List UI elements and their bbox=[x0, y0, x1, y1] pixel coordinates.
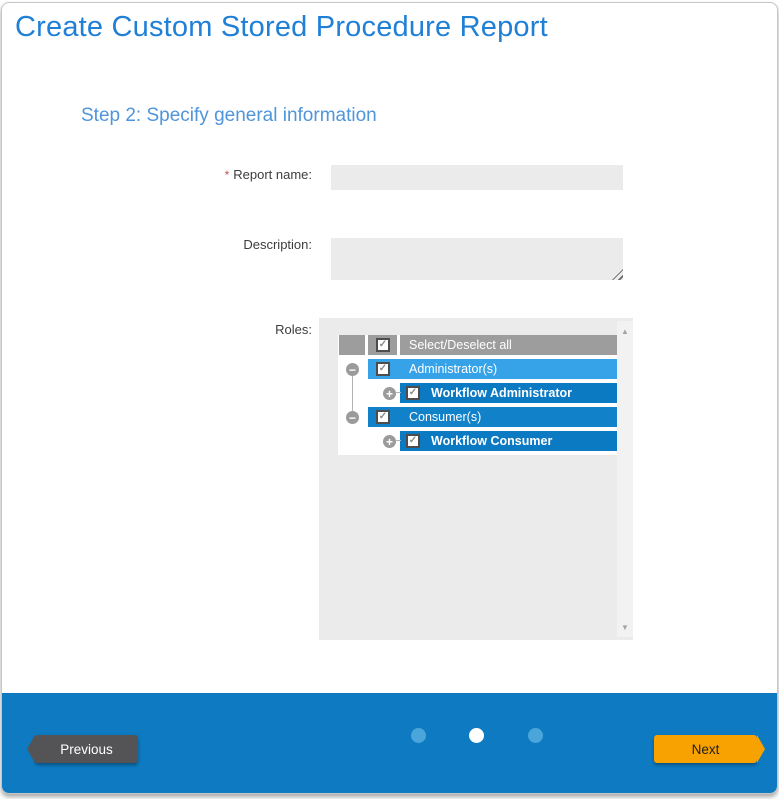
collapse-icon[interactable]: − bbox=[346, 411, 359, 424]
next-button[interactable] bbox=[654, 735, 757, 763]
checkmark-icon: ✓ bbox=[378, 339, 388, 350]
tree-row-label: Administrator(s) bbox=[409, 362, 498, 376]
workflow-consumer-checkbox[interactable] bbox=[406, 434, 420, 448]
consumers-checkbox[interactable] bbox=[376, 410, 390, 424]
description-label: Description: bbox=[243, 237, 312, 252]
roles-scrollbar[interactable] bbox=[617, 321, 633, 637]
next-button-label: Next bbox=[691, 741, 720, 757]
select-all-checkbox[interactable] bbox=[376, 338, 390, 352]
previous-button-label: Previous bbox=[60, 741, 113, 757]
tree-connector-line bbox=[396, 440, 401, 441]
create-report-dialog bbox=[1, 2, 778, 794]
step-dot-2-active bbox=[469, 728, 484, 743]
tree-connector-line bbox=[396, 392, 401, 393]
checkmark-icon: ✓ bbox=[408, 387, 418, 398]
tree-row-label: Workflow Consumer bbox=[431, 434, 553, 448]
collapse-icon[interactable]: − bbox=[346, 363, 359, 376]
wizard-footer bbox=[2, 693, 777, 793]
tree-header-expand-cell bbox=[339, 335, 365, 355]
step-dot-1 bbox=[411, 728, 426, 743]
checkmark-icon: ✓ bbox=[408, 435, 418, 446]
scroll-up-icon[interactable]: ▲ bbox=[621, 326, 629, 336]
workflow-administrator-checkbox[interactable] bbox=[406, 386, 420, 400]
tree-header-row[interactable] bbox=[319, 335, 617, 355]
select-all-label: Select/Deselect all bbox=[409, 338, 512, 352]
page-title: Create Custom Stored Procedure Report bbox=[15, 11, 548, 43]
tree-row-workflow-administrator[interactable] bbox=[400, 383, 617, 403]
administrators-checkbox[interactable] bbox=[376, 362, 390, 376]
tree-row-label: Workflow Administrator bbox=[431, 386, 572, 400]
scroll-down-icon[interactable]: ▼ bbox=[621, 622, 629, 632]
roles-tree-panel bbox=[319, 318, 633, 640]
tree-row-workflow-consumer[interactable] bbox=[400, 431, 617, 451]
previous-button[interactable] bbox=[35, 735, 138, 763]
checkmark-icon: ✓ bbox=[378, 411, 388, 422]
required-marker: * bbox=[224, 168, 230, 182]
checkmark-icon: ✓ bbox=[378, 363, 388, 374]
report-name-label bbox=[2, 167, 312, 182]
tree-row-administrators[interactable] bbox=[368, 359, 617, 379]
tree-header-label-cell bbox=[400, 335, 617, 355]
expand-icon[interactable]: + bbox=[383, 387, 396, 400]
report-name-label-text: Report name: bbox=[233, 167, 312, 182]
report-name-input[interactable] bbox=[331, 165, 623, 190]
step-heading: Step 2: Specify general information bbox=[81, 105, 377, 126]
description-textarea[interactable] bbox=[331, 238, 623, 280]
tree-row-label: Consumer(s) bbox=[409, 410, 482, 424]
expand-icon[interactable]: + bbox=[383, 435, 396, 448]
tree-connector-line bbox=[352, 370, 353, 416]
step-dot-3 bbox=[528, 728, 543, 743]
roles-label: Roles: bbox=[275, 322, 312, 337]
tree-row-consumers[interactable] bbox=[368, 407, 617, 427]
